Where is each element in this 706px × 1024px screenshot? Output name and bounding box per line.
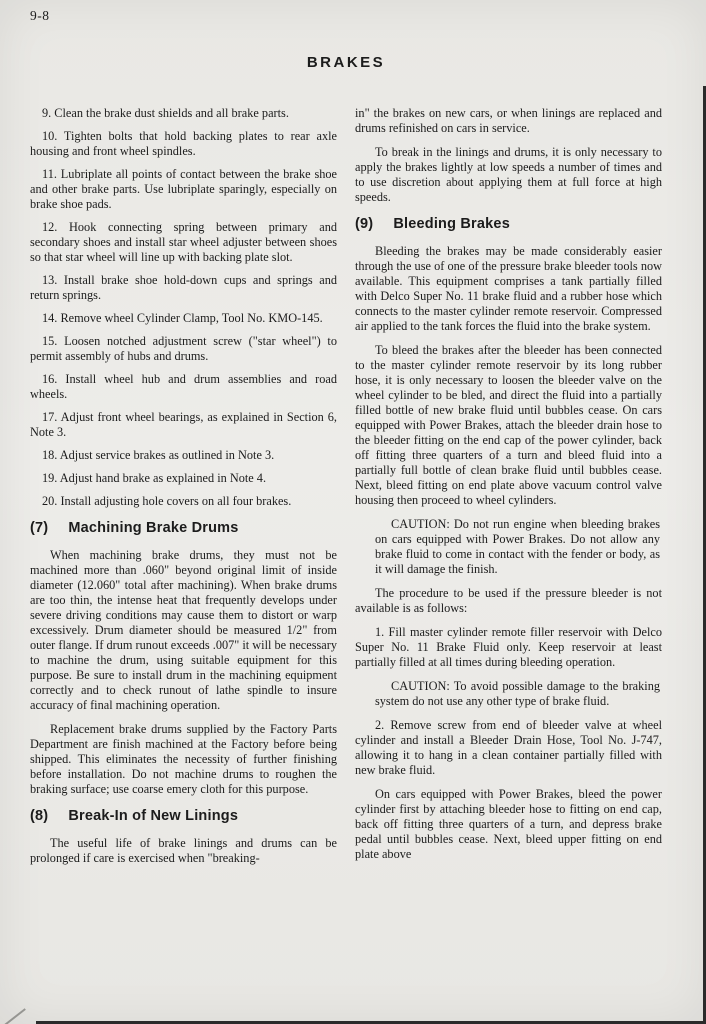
body-paragraph: To bleed the brakes after the bleeder has been connected to the master cylinder remote reservoir by its long rubber hose, it is only necessary to loosen the bleeder valve on the wheel cylinder to be bled, and direct the fluid into a partially filled bottle of new brake fluid until bubbles cease. On cars equipped with Power Brakes, attach the bleeder drain hose to the bleeder fitting on the end cap of the power cylinder, back off fitting three quarters of a turn and bleed fluid into a partially full bottle of clean brake fluid until bubbles cease. Next, bleed fitting on end plate above vacuum control valve housing then proceed to wheel cylinders. [355, 343, 662, 507]
left-column [30, 106, 337, 1010]
body-paragraph: Bleeding the brakes may be made considerably easier through the use of one of the pressure brake bleeder tools now available. This equipment comprises a tank partially filled with Delco Super No. 11 brake fluid and a rubber hose which connects to the master cylinder remote reservoir. Compressed air applied to the tank forces the fluid into the brake system. [355, 244, 662, 333]
numbered-step: 15. Loosen notched adjustment screw ("star wheel") to permit assembly of hubs and drums. [30, 334, 337, 363]
section-heading-machining-brake-drums [30, 520, 337, 536]
section-heading-bleeding-brakes [355, 216, 662, 232]
body-paragraph: Replacement brake drums supplied by the Factory Parts Department are finish machined at the Factory before being shipped. This eliminates the necessity of further finishing before installation. Do not machine drums to roughen the braking surface; use coarse emery cloth for this purpose. [30, 722, 337, 796]
page-title: BRAKES [306, 54, 386, 71]
caution-paragraph: CAUTION: To avoid possible damage to the braking system do not use any other type of brake fluid. [375, 679, 660, 708]
body-paragraph: The procedure to be used if the pressure bleeder is not available is as follows: [355, 586, 662, 615]
numbered-procedure-step: 2. Remove screw from end of bleeder valve at wheel cylinder and install a Bleeder Drain Hose, Tool No. J-747, allowing it to hang in a clean container partially filled with new brake fluid. [355, 718, 662, 777]
scan-artifact-corner-mark [4, 1008, 26, 1024]
body-paragraph: To break in the linings and drums, it is only necessary to apply the brakes lightly at low speeds a number of times and to use discretion about applying them at full force at high speeds. [355, 145, 662, 204]
section-number: (9) [355, 216, 374, 232]
numbered-step: 18. Adjust service brakes as outlined in Note 3. [42, 448, 275, 462]
numbered-step: 13. Install brake shoe hold-down cups and springs and return springs. [30, 273, 337, 302]
numbered-step: 12. Hook connecting spring between primary and secondary shoes and install star wheel adjuster between shoes so that star wheel will line up with backing plate slot. [30, 220, 337, 264]
page-number: 9-8 [30, 8, 50, 23]
body-paragraph: When machining brake drums, they must not be machined more than .060" beyond original limit of inside diameter (12.060" total after machining). When brake drums are too thin, the intense heat that frequently develops under severe driving conditions may cause them to distort or warp excessively. Drum diameter should be measured 1/2" from outer flange. If drum runout exceeds .007" it will be necessary to machine the drum, using suitable equipment for this purpose. Be sure to install drum in the machining equipment correctly and to check runout of lathe spindle to insure accuracy of final machining operation. [30, 548, 337, 712]
numbered-step: 9. Clean the brake dust shields and all brake parts. [42, 106, 289, 120]
right-column [355, 106, 662, 1010]
numbered-step: 20. Install adjusting hole covers on all four brakes. [42, 494, 292, 508]
numbered-step: 11. Lubriplate all points of contact between the brake shoe and other brake parts. Use lubriplate sparingly, especially on brake shoe pads. [30, 167, 337, 211]
section-title: Bleeding Brakes [393, 216, 510, 232]
numbered-step: 16. Install wheel hub and drum assemblies and road wheels. [30, 372, 337, 401]
numbered-step: 19. Adjust hand brake as explained in Note 4. [42, 471, 267, 485]
numbered-step: 17. Adjust front wheel bearings, as explained in Section 6, Note 3. [30, 410, 337, 439]
section-number: (8) [30, 808, 49, 824]
caution-paragraph: CAUTION: Do not run engine when bleeding brakes on cars equipped with Power Brakes. Do not allow any brake fluid to come in contact with the fender or body, as it will damage the finish. [375, 517, 660, 576]
body-paragraph: The useful life of brake linings and drums can be prolonged if care is exercised when "breaking- [30, 836, 337, 865]
numbered-step: 14. Remove wheel Cylinder Clamp, Tool No. KMO-145. [42, 311, 323, 325]
section-title: Break-In of New Linings [68, 808, 239, 824]
section-title: Machining Brake Drums [68, 520, 239, 536]
section-number: (7) [30, 520, 49, 536]
continuation-paragraph: in" the brakes on new cars, or when linings are replaced and drums refinished on cars in service. [355, 106, 662, 135]
section-heading-break-in-of-new-linings [30, 808, 337, 824]
two-column-layout [30, 106, 662, 1010]
body-paragraph: On cars equipped with Power Brakes, bleed the power cylinder first by attaching bleeder hose to fitting on end cap, back off fitting three quarters of a turn, and depress brake pedal until bubbles cease. Next, bleed upper fitting on end plate above [355, 787, 662, 861]
numbered-step: 10. Tighten bolts that hold backing plates to rear axle housing and front wheel spindles. [30, 129, 337, 158]
numbered-procedure-step: 1. Fill master cylinder remote filler reservoir with Delco Super No. 11 Brake Fluid only. Keep reservoir at least partially filled at all times during bleeding operation. [355, 625, 662, 669]
